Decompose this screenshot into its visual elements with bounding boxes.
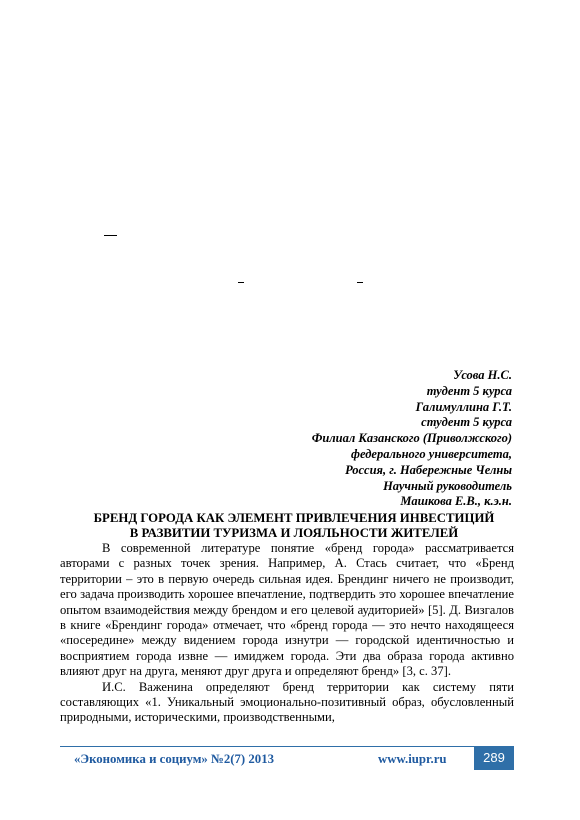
author-name: Галимуллина Г.Т. — [415, 399, 512, 414]
article-title-line-2: В РАЗВИТИИ ТУРИЗМА И ЛОЯЛЬНОСТИ ЖИТЕЛЕЙ — [129, 526, 459, 540]
article-body — [60, 541, 514, 726]
affiliation-line: Филиал Казанского (Приволжского) — [311, 431, 512, 446]
author-status: студент 5 курса — [421, 415, 512, 430]
supervisor-name: Машкова Е.В., к.э.н. — [400, 494, 512, 509]
author-status: тудент 5 курса — [426, 383, 512, 398]
supervisor-label: Научный руководитель — [383, 478, 512, 493]
stray-dash-mark — [238, 282, 244, 283]
footer-website-link[interactable]: www.iupr.ru — [378, 752, 447, 766]
body-paragraph: В современной литературе понятие «бренд города» рассматривается авторами с разных точек зрения. Например, А. Стась считает, что «Бренд территории – это в первую очередь сильная идея. Брендинг ничего не производит, его задача производить хорошее впечатление, подтвердить это хорошее впечатление опытом взаимодействия между брендом и его целевой аудиторией» [5]. Д. Визгалов в книге «Брендинг города» отмечает, что «бренд города — это нечто находящееся «посередине» между видением города изнутри — городской идентичностью и восприятием города извне — имиджем города. Эти два образа города активно влияют друг на друга, меняют друг друга и определяют бренд» [3, с. 37]. — [60, 541, 514, 679]
author-block — [240, 368, 512, 510]
page-number-badge: 289 — [474, 746, 514, 770]
affiliation-location: Россия, г. Набережные Челны — [345, 462, 512, 477]
footer-journal-name: «Экономика и социум» №2(7) 2013 — [74, 752, 274, 766]
author-name: Усова Н.С. — [453, 368, 512, 382]
footer-divider — [60, 746, 514, 747]
stray-dash-mark — [357, 282, 363, 283]
affiliation-line: федерального университета, — [351, 446, 512, 461]
body-paragraph: И.С. Важенина определяют бренд территории как систему пяти составляющих «1. Уникальный эмоционально-позитивный образ, обусловленный природными, историческими, производственными, — [60, 679, 514, 725]
article-title — [60, 511, 528, 541]
stray-dash-mark — [104, 235, 117, 236]
article-title-line-1: БРЕНД ГОРОДА КАК ЭЛЕМЕНТ ПРИВЛЕЧЕНИЯ ИНВЕСТИЦИЙ — [93, 511, 495, 525]
